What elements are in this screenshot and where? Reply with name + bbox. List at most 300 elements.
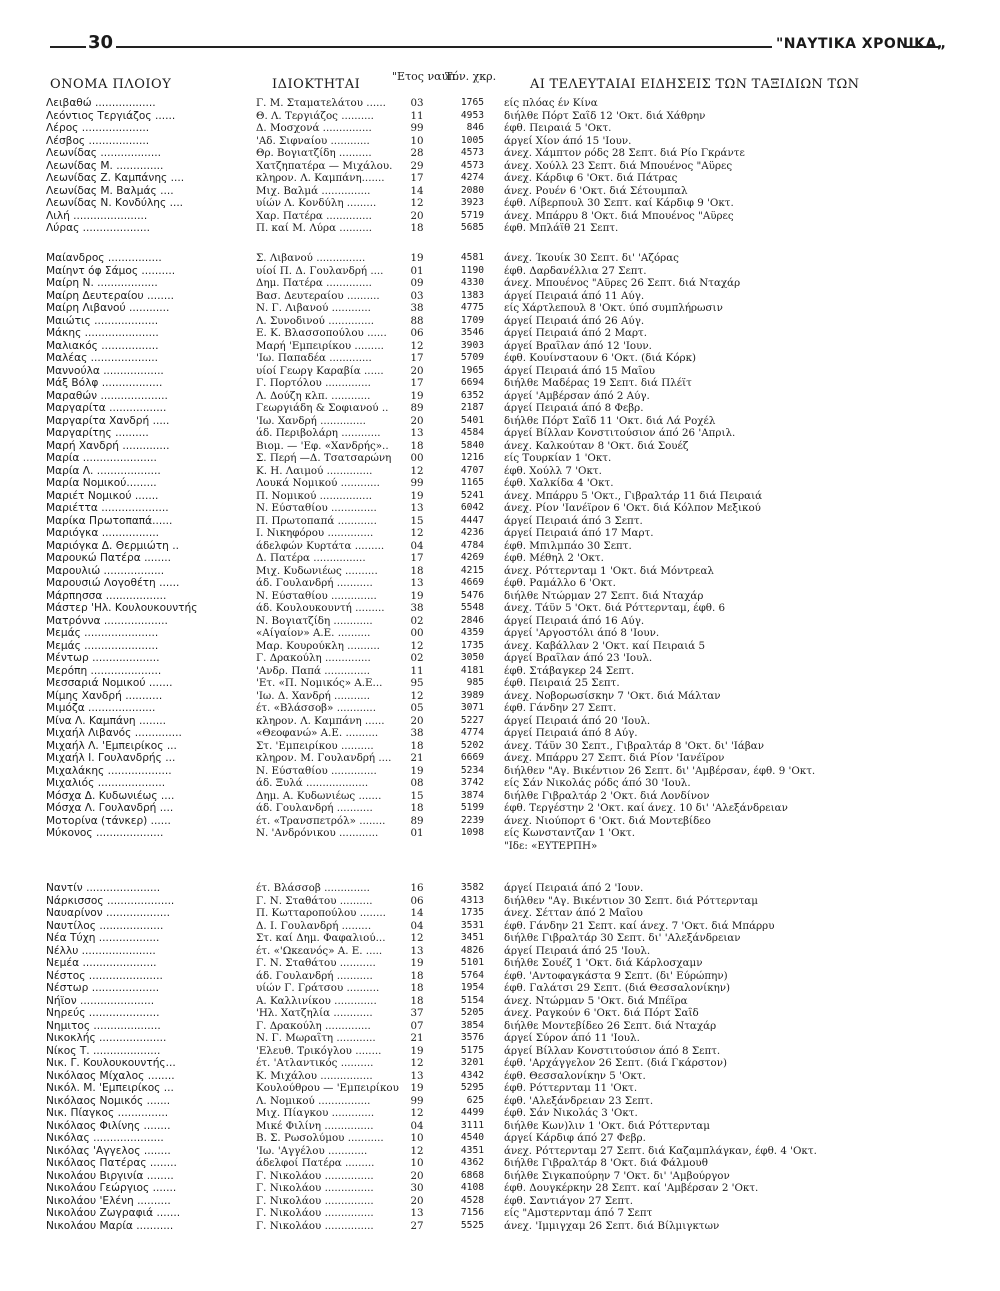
owner: 'Ιω. Χανδρή .............. [256, 414, 366, 427]
year-built: 13 [410, 577, 424, 589]
ship-name: Μαργαρίτης .......... [46, 427, 149, 439]
latest-news: είς Τουρκίαν 1 'Οκτ. [504, 452, 612, 464]
latest-news: άνεχ. Σέτταν άπό 2 Μαΐου [504, 907, 643, 919]
owner: Ν. Γ. Λιβανού ............ [256, 302, 371, 314]
table-row [0, 665, 1000, 678]
year-built: 04 [410, 919, 424, 932]
ship-name: Λεόντιος Τεργιάζος ...... [46, 109, 176, 122]
latest-news: άνεχ. Νιούπορτ 6 'Οκτ. διά Μοντεβίδεο [504, 814, 711, 827]
ship-name: Νικόλαος Νομικός ....... [46, 1094, 171, 1107]
latest-news: διήλθε Σιγκαπούρην 7 'Οκτ. δι' 'Αμβούργον [504, 1169, 730, 1182]
year-built: 20 [410, 209, 424, 222]
table-row [0, 1195, 1000, 1208]
table-row [0, 765, 1000, 778]
latest-news: άργεί Χίον άπό 15 'Ιουν. [504, 134, 632, 147]
tonnage: 2080 [460, 184, 484, 196]
year-built: 13 [410, 1207, 424, 1219]
ship-name: Νικόλας 'Αγγελος ........ [46, 1144, 171, 1157]
ship-name: Νέλλυ ...................... [46, 944, 156, 957]
ship-name: Μαίανδρος ................ [46, 252, 162, 264]
tonnage: 5709 [460, 352, 484, 363]
table-row [0, 1157, 1000, 1170]
owner: άδ. Γουλανδρή ........... [256, 577, 373, 589]
year-built: 06 [410, 327, 424, 339]
table-row [0, 577, 1000, 590]
owner: έτ. «Τρανσπετρόλ» ........ [256, 814, 386, 827]
owner: άδ. Ξυλά ................... [256, 777, 369, 789]
year-built: 12 [410, 639, 424, 652]
year-built: 21 [410, 752, 424, 764]
table-row [0, 652, 1000, 665]
latest-news: άνεχ. Χάμπτον ρόδς 28 Σεπτ. διά Ρίο Γκράντε [504, 147, 745, 159]
year-built: 21 [410, 1032, 424, 1044]
table-row [0, 970, 1000, 983]
owner: Γ. Νικολάου ............... [256, 1182, 374, 1194]
tonnage: 4584 [460, 427, 484, 438]
tonnage: 3111 [460, 1119, 484, 1131]
ship-name: Νικοκλής .................... [46, 1032, 167, 1044]
owner: Λ. Δούζη κλπ. ............ [256, 389, 371, 402]
tonnage: 1098 [460, 827, 484, 838]
table-row [0, 882, 1000, 895]
latest-news: άργεί Πειραιά άπό 16 Αύγ. [504, 614, 645, 627]
latest-news: άργεί Πειραιά άπό 2 'Ιουν. [504, 882, 644, 894]
table-row [0, 340, 1000, 353]
owner: Ν. Εύσταθίου .............. [256, 764, 377, 777]
ship-name: Μαρή Χανδρή .............. [46, 439, 170, 452]
table-row [0, 277, 1000, 290]
table-row [0, 565, 1000, 578]
table-row [0, 1007, 1000, 1020]
table-row [0, 1070, 1000, 1083]
year-built: 18 [410, 739, 424, 752]
latest-news: έφθ. Σαντιάγον 27 Σεπτ. [504, 1194, 634, 1207]
ship-name: Μαρουκώ Πατέρα ........ [46, 552, 172, 564]
latest-news: άνεχ. Ρίον 'Ιανέϊρον 6 'Οκτ. διά Κόλπον Μεξικού [504, 502, 761, 514]
tonnage: 1765 [460, 97, 484, 108]
table-row [0, 895, 1000, 908]
owner: Κ. Η. Λαιμού .............. [256, 464, 373, 477]
table-row [0, 197, 1000, 210]
tonnage: 1709 [460, 314, 484, 326]
tonnage: 3874 [460, 789, 484, 801]
ship-name: Μιχαλάκης ................... [46, 764, 172, 777]
table-row [0, 1032, 1000, 1045]
owner: Γ. Νικολάου ............... [256, 1194, 374, 1207]
owner: έτ. «'Ωκεανός» Α. Ε. ..... [256, 944, 383, 957]
tonnage: 4573 [460, 159, 484, 171]
year-built: 99 [410, 477, 424, 489]
latest-news: έφθ. Πειραιά 5 'Οκτ. [504, 122, 612, 134]
table-row [0, 790, 1000, 803]
latest-news: άργεί 'Αργοστόλι άπό 8 'Ιουν. [504, 627, 660, 639]
owner: «Θεοφανώ» Α.Ε. .......... [256, 727, 379, 739]
owner: Ν. Γ. Μωραΐτη ............ [256, 1032, 376, 1044]
latest-news: έφθ. Χαλκίδα 4 'Οκτ. [504, 477, 614, 489]
latest-news: άργεί Πειραιά άπό 8 Αύγ. [504, 727, 638, 739]
owner: 'Ιω. Δ. Χανδρή ........... [256, 689, 371, 702]
latest-news: έφθ. Δαρδανέλλια 27 Σεπτ. [504, 264, 647, 277]
table-row [0, 527, 1000, 540]
tonnage: 3050 [460, 652, 484, 663]
owner: Ν. Βογιατζίδη ............ [256, 614, 373, 627]
table-row [0, 302, 1000, 315]
owner: 'Ιω. Παπαδέα ............. [256, 352, 372, 364]
ship-name: Μόσχα Δ. Κυδωνιέως .... [46, 789, 175, 802]
owner: Δ. Πατέρα ................ [256, 552, 366, 564]
year-built: 38 [410, 727, 424, 739]
tonnage: 4775 [460, 302, 484, 313]
table-row [0, 702, 1000, 715]
table-row [0, 1045, 1000, 1058]
ship-name: Ναυαρίνον ................... [46, 907, 170, 919]
table-row [0, 352, 1000, 365]
tonnage: 4274 [460, 172, 484, 183]
ship-name: Νήϊον ...................... [46, 994, 155, 1007]
tonnage: 3989 [460, 689, 484, 701]
owner: άδ. Γουλανδρή ........... [256, 802, 373, 814]
year-built: 17 [410, 552, 424, 564]
ship-name: Νικολάου Βιργινία ........ [46, 1169, 174, 1182]
tonnage: 3742 [460, 777, 484, 788]
ship-name: Νάρκισσος .................... [46, 894, 175, 907]
year-built: 03 [410, 97, 424, 109]
ship-name: Μιχαήλ Λ. 'Εμπειρίκος ... [46, 739, 177, 752]
year-built: 20 [410, 414, 424, 427]
latest-news: άνεχ. Μπάρρυ 5 'Οκτ., Γιβραλτάρ 11 διά Πειραιά [504, 489, 763, 502]
latest-news: έφθ. Γαλάτσι 29 Σεπτ. (διά Θεσσαλονίκην) [504, 982, 731, 994]
publication-title: "ΝΑΥΤΙΚΑ ΧΡΟΝΙΚΑ„ [776, 36, 947, 52]
latest-news: έφθ. Θεσσαλονίκην 5 'Οκτ. [504, 1069, 646, 1082]
ship-name: Μαργαρίτα ................. [46, 402, 167, 414]
tonnage: 7156 [460, 1207, 484, 1218]
tonnage: 3582 [460, 882, 484, 893]
latest-news: είς Χάρτλεπουλ 8 'Οκτ. ύπό συμπλήρωσιν [504, 302, 723, 314]
ship-name: Νέστωρ .................... [46, 982, 160, 994]
table-row [0, 840, 1000, 853]
year-built: 10 [410, 1132, 424, 1144]
year-built: 18 [410, 564, 424, 577]
tonnage: 4269 [460, 552, 484, 563]
latest-news: άνεχ. Μπουένος "Αϋρες 26 Σεπτ. διά Νταχάρ [504, 277, 741, 289]
year-built: 15 [410, 514, 424, 527]
year-built: 14 [410, 907, 424, 919]
owner: έτ. 'Ατλαντικός .......... [256, 1057, 374, 1069]
latest-news: έφθ. 'Αρχάγγελον 26 Σεπτ. (διά Γκάρστον) [504, 1057, 727, 1069]
latest-news: άργεί Πειραιά άπό 17 Μαρτ. [504, 527, 654, 539]
owner: Σ. Περή —Δ. Τσατσαρώνη [256, 452, 392, 464]
ship-name: Μιχαλιός .................... [46, 777, 166, 789]
year-built: 12 [410, 1144, 424, 1157]
ship-name: Μαίρη Λιβανού ............ [46, 302, 170, 314]
tonnage: 4330 [460, 277, 484, 288]
tonnage: 4707 [460, 464, 484, 476]
table-row [0, 210, 1000, 223]
latest-news: άνεχ. Τάϋν 30 Σεπτ., Γιβραλτάρ 8 'Οκτ. δι' 'Ιάβαν [504, 739, 764, 752]
owner: άδ. Περιβολάρη ............ [256, 427, 381, 439]
table-row [0, 982, 1000, 995]
year-built: 13 [410, 502, 424, 514]
tonnage: 4447 [460, 514, 484, 526]
tonnage: 1190 [460, 264, 484, 276]
owner: Θρ. Βογιατζίδη .......... [256, 147, 372, 159]
owner: Γ. Πορτόλου .............. [256, 377, 371, 389]
latest-news: άνεχ. 'Ιμμιγχαμ 26 Σεπτ. διά Βίλμιγκτων [504, 1219, 720, 1232]
ship-name: Λεωνίδας Ζ. Καμπάνης .... [46, 172, 185, 184]
ship-name: Λέρος .................... [46, 122, 150, 134]
year-built: 38 [410, 302, 424, 314]
year-built: 10 [410, 1157, 424, 1169]
tonnage: 3531 [460, 919, 484, 931]
tonnage: 4528 [460, 1194, 484, 1206]
year-built: 88 [410, 314, 424, 327]
latest-news: διήλθε Σουέζ 1 'Οκτ. διά Κάρλοσχαμν [504, 957, 703, 969]
latest-news: άνεχ. Καλκούταν 8 'Οκτ. διά Σουέζ [504, 439, 689, 452]
year-built: 95 [410, 677, 424, 689]
year-built: 20 [410, 1194, 424, 1207]
tonnage: 3451 [460, 932, 484, 943]
owner: Ν. Εύσταθίου .............. [256, 502, 377, 514]
page-number: 30 [88, 32, 114, 53]
table-row [0, 1170, 1000, 1183]
ship-name: Νικόλας ..................... [46, 1132, 164, 1144]
table-row [0, 402, 1000, 415]
year-built: 99 [410, 1094, 424, 1107]
table-row [0, 185, 1000, 198]
owner: Χατζηπατέρα — Μιχάλου. [256, 159, 393, 172]
year-built: 99 [410, 122, 424, 134]
tonnage: 5241 [460, 489, 484, 501]
year-built: 03 [410, 289, 424, 302]
table-row [0, 907, 1000, 920]
tonnage: 5764 [460, 969, 484, 981]
tonnage: 4774 [460, 727, 484, 738]
year-built: 12 [410, 689, 424, 702]
latest-news: διήλθε Μαδέρας 19 Σεπτ. διά Πλέϊτ [504, 377, 692, 389]
table-row [0, 122, 1000, 135]
ship-name: Μίνα Λ. Καμπάνη ........ [46, 714, 166, 727]
ship-name: Νικολάου Γεώργιος ....... [46, 1182, 177, 1194]
owner: Π. Πρωτοπαπά ............ [256, 514, 377, 527]
tonnage: 4215 [460, 564, 484, 576]
ship-name: Μάκης ...................... [46, 327, 159, 339]
latest-news: άργεί Βίλλαν Κονστιτούσιον άπό 26 'Απριλ. [504, 427, 736, 439]
latest-news: άργεί Βίλλαν Κονστιτούσιον άπό 8 Σεπτ. [504, 1044, 721, 1057]
tonnage: 5719 [460, 209, 484, 221]
year-built: 19 [410, 764, 424, 777]
owner: Στ. καί Δημ. Φαφαλιού... [256, 932, 386, 944]
ship-name: Μαριόγκα ................. [46, 527, 160, 539]
latest-news: άργεί Πειραιά άπό 3 Σεπτ. [504, 514, 643, 527]
owner: άδελφοί Πατέρα ......... [256, 1157, 375, 1169]
tonnage: 1735 [460, 907, 484, 918]
table-row [0, 752, 1000, 765]
ship-name: Λιλή ...................... [46, 209, 148, 222]
ship-name: Μάρπησσα .................. [46, 589, 167, 602]
owner: άδελφών Κυρτάτα ......... [256, 539, 385, 552]
table-row [0, 1095, 1000, 1108]
owner: έτ. Βλάσσοβ .............. [256, 882, 370, 894]
table-row [0, 815, 1000, 828]
owner: 'Ετ. «Π. Νομικός» Α.Ε... [256, 677, 383, 689]
header-rule-left [50, 46, 86, 48]
owner: Μιχ. Βαλμά ............... [256, 184, 371, 197]
owner: Π. Κωτταροπούλου ........ [256, 907, 386, 919]
ship-name: Μύκονος .................... [46, 827, 164, 839]
owner: Δημ. Πατέρα .............. [256, 277, 372, 289]
table-row [0, 222, 1000, 235]
latest-news: άνεχ. Ρουέν 6 'Οκτ. διά Σέτουμπαλ [504, 184, 688, 197]
table-row [0, 540, 1000, 553]
year-built: 19 [410, 389, 424, 402]
latest-news: άνεχ. Μπάρρυ 8 'Οκτ. διά Μπουένος "Αϋρες [504, 209, 734, 222]
owner: Κ. Μιχάλου ................ [256, 1069, 373, 1082]
tonnage: 3576 [460, 1032, 484, 1043]
ship-name: Μάξ Βόλφ .................. [46, 377, 163, 389]
year-built: 38 [410, 602, 424, 614]
header-rule-middle [116, 46, 772, 48]
tonnage: 5548 [460, 602, 484, 613]
year-built: 10 [410, 134, 424, 147]
owner: άδ. Κουλουκουντή ......... [256, 602, 385, 614]
owner: Γ. Νικολάου ............... [256, 1207, 374, 1219]
year-built: 13 [410, 944, 424, 957]
year-built: 18 [410, 439, 424, 452]
table-row [0, 690, 1000, 703]
tonnage: 5205 [460, 1007, 484, 1018]
table-row [0, 252, 1000, 265]
year-built: 19 [410, 1082, 424, 1094]
owner: 'Αδ. Σιφναίου ............ [256, 134, 370, 147]
latest-news: άργεί Πειραιά άπό 15 Μαΐου [504, 364, 655, 377]
table-row [0, 452, 1000, 465]
ship-name: Μαρία ...................... [46, 452, 157, 464]
tonnage: 5234 [460, 764, 484, 776]
ship-name: Μαργαρίτα Χανδρή ..... [46, 414, 170, 427]
owner: κληρον. Λ. Καμπάνη....... [256, 172, 385, 184]
tonnage: 5525 [460, 1219, 484, 1231]
table-row [0, 590, 1000, 603]
year-built: 02 [410, 614, 424, 627]
year-built: 18 [410, 969, 424, 982]
year-built: 01 [410, 827, 424, 839]
ship-name: Ματρόννα ................... [46, 614, 168, 627]
tonnage: 3854 [460, 1019, 484, 1031]
ship-name: Λέσβος .................. [46, 134, 150, 147]
table-row [0, 172, 1000, 185]
table-row [0, 627, 1000, 640]
year-built: 30 [410, 1182, 424, 1194]
latest-news: έφθ. Ρόττερνταμ 11 'Οκτ. [504, 1082, 638, 1094]
table-row [0, 490, 1000, 503]
ship-name: Μόσχα Λ. Γουλανδρή .... [46, 802, 174, 814]
table-row [0, 415, 1000, 428]
tonnage: 4499 [460, 1107, 484, 1118]
tonnage: 1735 [460, 639, 484, 651]
owner: 'Ανδρ. Παπά .............. [256, 664, 371, 677]
ship-name: Μεμάς ...................... [46, 627, 159, 639]
table-row [0, 160, 1000, 173]
ship-name: Μιμόζα .................... [46, 702, 156, 714]
tonnage: 5101 [460, 957, 484, 968]
tonnage: 6868 [460, 1169, 484, 1181]
latest-news: έφθ. Γάνδην 27 Σεπτ. [504, 702, 617, 714]
tonnage: 3923 [460, 197, 484, 208]
tonnage: 846 [466, 122, 484, 133]
tonnage: 4236 [460, 527, 484, 538]
tonnage: 5401 [460, 414, 484, 426]
year-built: 01 [410, 264, 424, 277]
latest-news: διήλθε Ντώρμαν 27 Σεπτ. διά Νταχάρ [504, 589, 704, 602]
latest-news: είς Σάν Νικολάς ρόδς άπό 30 'Ιουλ. [504, 777, 691, 789]
owner: Γ. Δρακούλη .............. [256, 1019, 371, 1032]
year-built: 04 [410, 1119, 424, 1132]
owner: Κουλούθρου — 'Εμπειρίκου [256, 1082, 399, 1094]
table-row [0, 677, 1000, 690]
year-built: 19 [410, 957, 424, 969]
ship-name: Μαιώτις ................... [46, 314, 159, 327]
tonnage: 3546 [460, 327, 484, 338]
tonnage: 4359 [460, 627, 484, 638]
tonnage: 5227 [460, 714, 484, 726]
latest-news: άργεί Πειραιά άπό 11 Αύγ. [504, 289, 645, 302]
table-row [0, 602, 1000, 615]
table-row [0, 1132, 1000, 1145]
latest-news: διήλθεν "Αγ. Βικέντιον 30 Σεπτ. διά Ρόττερνταμ [504, 894, 758, 907]
owner: «Αίγαίον» Α.Ε. .......... [256, 627, 371, 639]
year-built: 37 [410, 1007, 424, 1019]
year-built: 19 [410, 489, 424, 502]
latest-news: άργεί Βραΐλαν άπό 23 'Ιουλ. [504, 652, 653, 664]
latest-news: διήλθε Γιβραλτάρ 8 'Οκτ. διά Φάλμουθ [504, 1157, 708, 1169]
latest-news: διήλθε Πόρτ Σαΐδ 11 'Οκτ. διά Λά Ροχέλ [504, 414, 716, 427]
ship-name: Νίκος Τ. .................... [46, 1044, 161, 1057]
table-row [0, 957, 1000, 970]
year-built: 20 [410, 1169, 424, 1182]
latest-news: είς Κωνσταντζαν 1 'Οκτ. [504, 827, 635, 839]
owner: κληρον. Μ. Γουλανδρή .... [256, 752, 392, 764]
year-built: 12 [410, 339, 424, 352]
tonnage: 1383 [460, 289, 484, 301]
year-built: 12 [410, 527, 424, 539]
table-row [0, 640, 1000, 653]
owner: Γεωργιάδη & Σοφιανού .. [256, 402, 389, 414]
owner: Θ. Λ. Τεργιάζος .......... [256, 109, 374, 122]
tonnage: 2187 [460, 402, 484, 413]
tonnage: 4181 [460, 664, 484, 676]
owner: Δ. Μοσχονά ............... [256, 122, 372, 134]
ship-name: Μαννούλα .................. [46, 364, 164, 377]
ship-name: Νικ. Γ. Κουλουκουντής... [46, 1057, 176, 1069]
ship-name: Νικόλ. Μ. 'Εμπειρίκος ... [46, 1082, 174, 1094]
owner: Γ. Νικολάου ............... [256, 1169, 374, 1182]
table-row [0, 477, 1000, 490]
owner: Σ. Λιβανού ............... [256, 252, 366, 264]
year-built: 14 [410, 184, 424, 197]
owner: Χαρ. Πατέρα .............. [256, 209, 372, 222]
year-built: 09 [410, 277, 424, 289]
tonnage: 4669 [460, 577, 484, 588]
tonnage: 4362 [460, 1157, 484, 1168]
table-row [0, 1057, 1000, 1070]
table-row [0, 135, 1000, 148]
ship-name: Μαρουσιώ Λογοθέτη ...... [46, 577, 180, 589]
owner: υίοί Γεωργ Καραβία ...... [256, 364, 384, 377]
tonnage: 4108 [460, 1182, 484, 1193]
tonnage: 4351 [460, 1144, 484, 1156]
tonnage: 4313 [460, 894, 484, 906]
tonnage: 4784 [460, 539, 484, 551]
